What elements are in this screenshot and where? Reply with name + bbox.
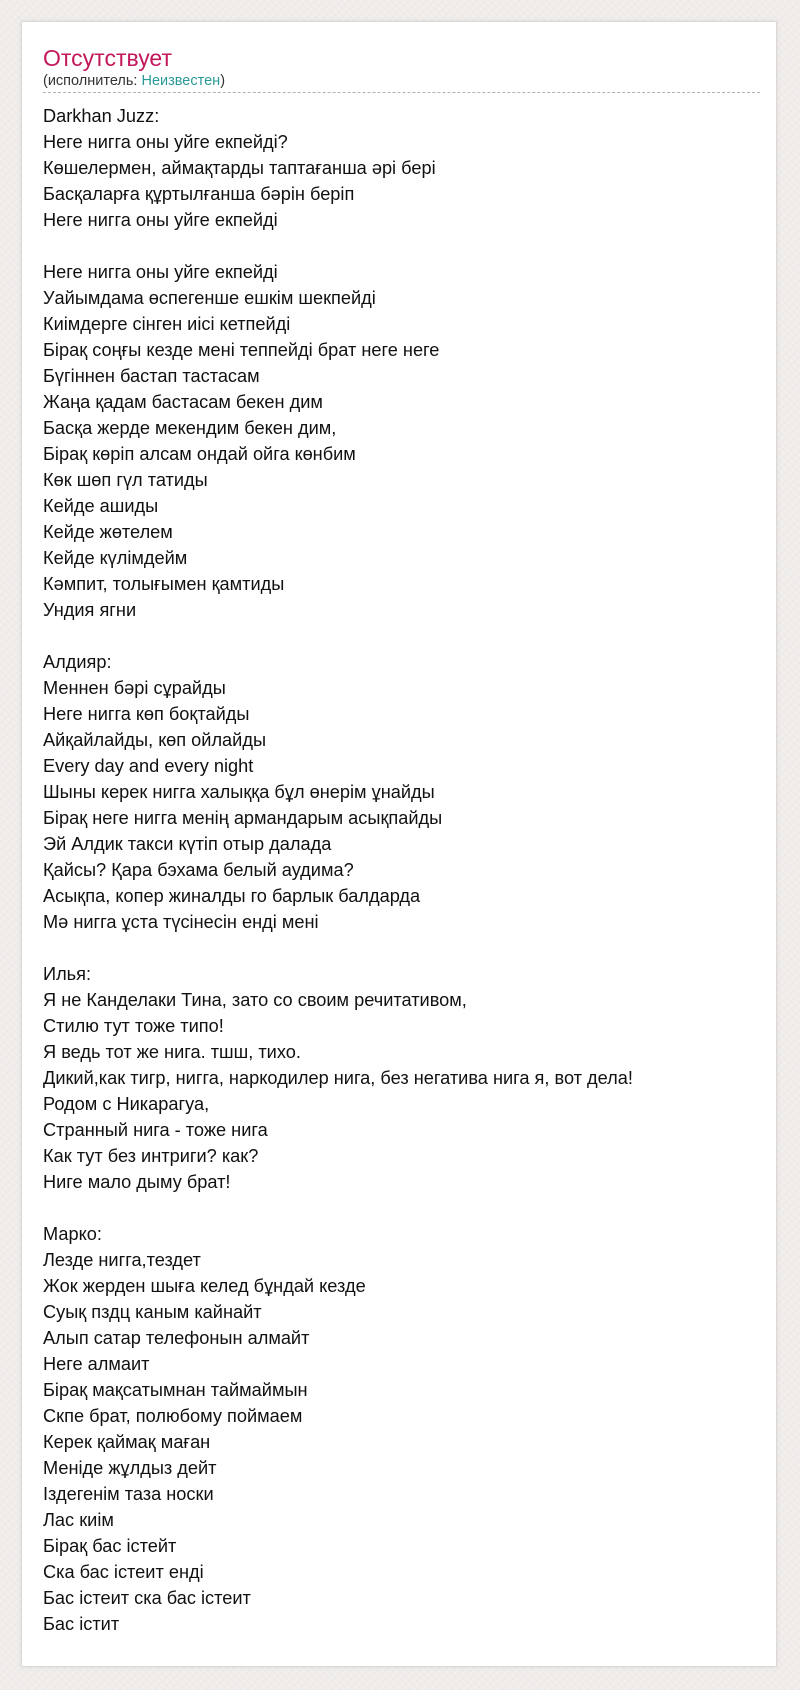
- lyric-line: Көшелермен, аймақтарды таптағанша әрі бері: [43, 158, 436, 178]
- song-title: Отсутствует: [43, 45, 172, 71]
- lyric-line: Керек қаймақ маған: [43, 1432, 211, 1452]
- lyric-line: Киімдерге сінген иісі кетпейді: [43, 314, 291, 334]
- lyric-line: Бірақ соңғы кезде мені теппейді брат неге неге: [43, 340, 440, 360]
- lyric-line: Асықпа, копер жиналды го барлык балдарда: [43, 886, 421, 906]
- lyric-line: Я ведь тот же нига. тшш, тихо.: [43, 1042, 301, 1062]
- lyric-line: Странный нига - тоже нига: [43, 1120, 268, 1140]
- lyric-line: Кейде ашиды: [43, 496, 159, 516]
- lyric-line: Ниге мало дыму брат!: [43, 1172, 231, 1192]
- lyric-line: Лезде нигга,тездет: [43, 1250, 201, 1270]
- lyric-line: Лас киім: [43, 1510, 114, 1530]
- lyric-line: Суық пздц каным кайнайт: [43, 1302, 262, 1322]
- stanza-break: [43, 935, 756, 961]
- lyric-line: Бүгіннен бастап тастасам: [43, 366, 260, 386]
- lyric-line: Скпе брат, полюбому поймаем: [43, 1406, 303, 1426]
- lyric-line: Как тут без интриги? как?: [43, 1146, 259, 1166]
- lyric-line: Бірақ мақсатымнан таймаймын: [43, 1380, 308, 1400]
- lyric-line: Басқа жерде мекендим бекен дим,: [43, 418, 337, 438]
- artist-line: [43, 73, 760, 93]
- lyric-line: Неге нигга оны уйге екпейді: [43, 210, 278, 230]
- lyric-line: Илья:: [43, 964, 92, 984]
- lyric-line: Кейде күлімдейм: [43, 548, 188, 568]
- artist-prefix: (исполнитель:: [43, 73, 142, 89]
- lyric-line: Алып сатар телефонын алмайт: [43, 1328, 310, 1348]
- lyric-line: Марко:: [43, 1224, 102, 1244]
- lyric-line: Ундия ягни: [43, 600, 137, 620]
- lyric-line: Неге нигга оны уйге екпейді: [43, 262, 278, 282]
- lyric-line: Шыны керек нигга халыққа бұл өнерім ұнайды: [43, 782, 435, 802]
- lyric-line: Бас істеит ска бас істеит: [43, 1588, 251, 1608]
- lyric-line: Жаңа қадам бастасам бекен дим: [43, 392, 323, 412]
- lyric-line: Эй Алдик такси күтіп отыр далада: [43, 834, 332, 854]
- lyric-line: Басқаларға құртылғанша бәрін беріп: [43, 184, 355, 204]
- lyric-line: Ска бас істеит енді: [43, 1562, 204, 1582]
- artist-link[interactable]: Неизвестен: [141, 73, 221, 89]
- lyric-line: Меніде жұлдыз дейт: [43, 1458, 217, 1478]
- lyric-line: Неге нигга оны уйге екпейді?: [43, 132, 288, 152]
- lyric-line: Дикий,как тигр, нигга, наркодилер нига, без негатива нига я, вот дела!: [43, 1068, 633, 1088]
- lyric-line: Жок жерден шыға келед бұндай кезде: [43, 1276, 366, 1296]
- lyric-line: Іздегенім таза носки: [43, 1484, 214, 1504]
- lyrics-text: [43, 103, 756, 1637]
- lyric-line: Стилю тут тоже типо!: [43, 1016, 224, 1036]
- lyric-line: Қайсы? Қара бэхама белый аудима?: [43, 860, 354, 880]
- stanza-break: [43, 623, 756, 649]
- lyric-line: Кәмпит, толығымен қамтиды: [43, 574, 285, 594]
- lyric-line: Бірақ неге нигга менің армандарым асықпайды: [43, 808, 443, 828]
- lyric-line: Every day and every night: [43, 756, 254, 776]
- stanza-break: [43, 233, 756, 259]
- lyric-line: Мә нигга ұста түсінесін енді мені: [43, 912, 319, 932]
- lyric-line: Бас істит: [43, 1614, 120, 1634]
- lyrics-card: [21, 21, 777, 1667]
- lyric-line: Кейде жөтелем: [43, 522, 173, 542]
- lyric-line: Бірақ көріп алсам ондай ойга көнбим: [43, 444, 356, 464]
- lyric-line: Алдияр:: [43, 652, 112, 672]
- lyric-line: Уайымдама өспегенше ешкім шекпейді: [43, 288, 376, 308]
- lyric-line: Я не Канделаки Тина, зато со своим речитативом,: [43, 990, 467, 1010]
- lyric-line: Неге нигга көп боқтайды: [43, 704, 250, 724]
- lyric-line: Көк шөп гүл татиды: [43, 470, 208, 490]
- lyric-line: Айқайлайды, көп ойлайды: [43, 730, 267, 750]
- lyric-line: Darkhan Juzz:: [43, 106, 160, 126]
- lyric-line: Неге алмаит: [43, 1354, 150, 1374]
- stanza-break: [43, 1195, 756, 1221]
- lyric-line: Меннен бәрі сұрайды: [43, 678, 226, 698]
- lyric-line: Родом с Никарагуа,: [43, 1094, 210, 1114]
- artist-suffix: ): [220, 73, 226, 89]
- lyric-line: Бірақ бас істейт: [43, 1536, 177, 1556]
